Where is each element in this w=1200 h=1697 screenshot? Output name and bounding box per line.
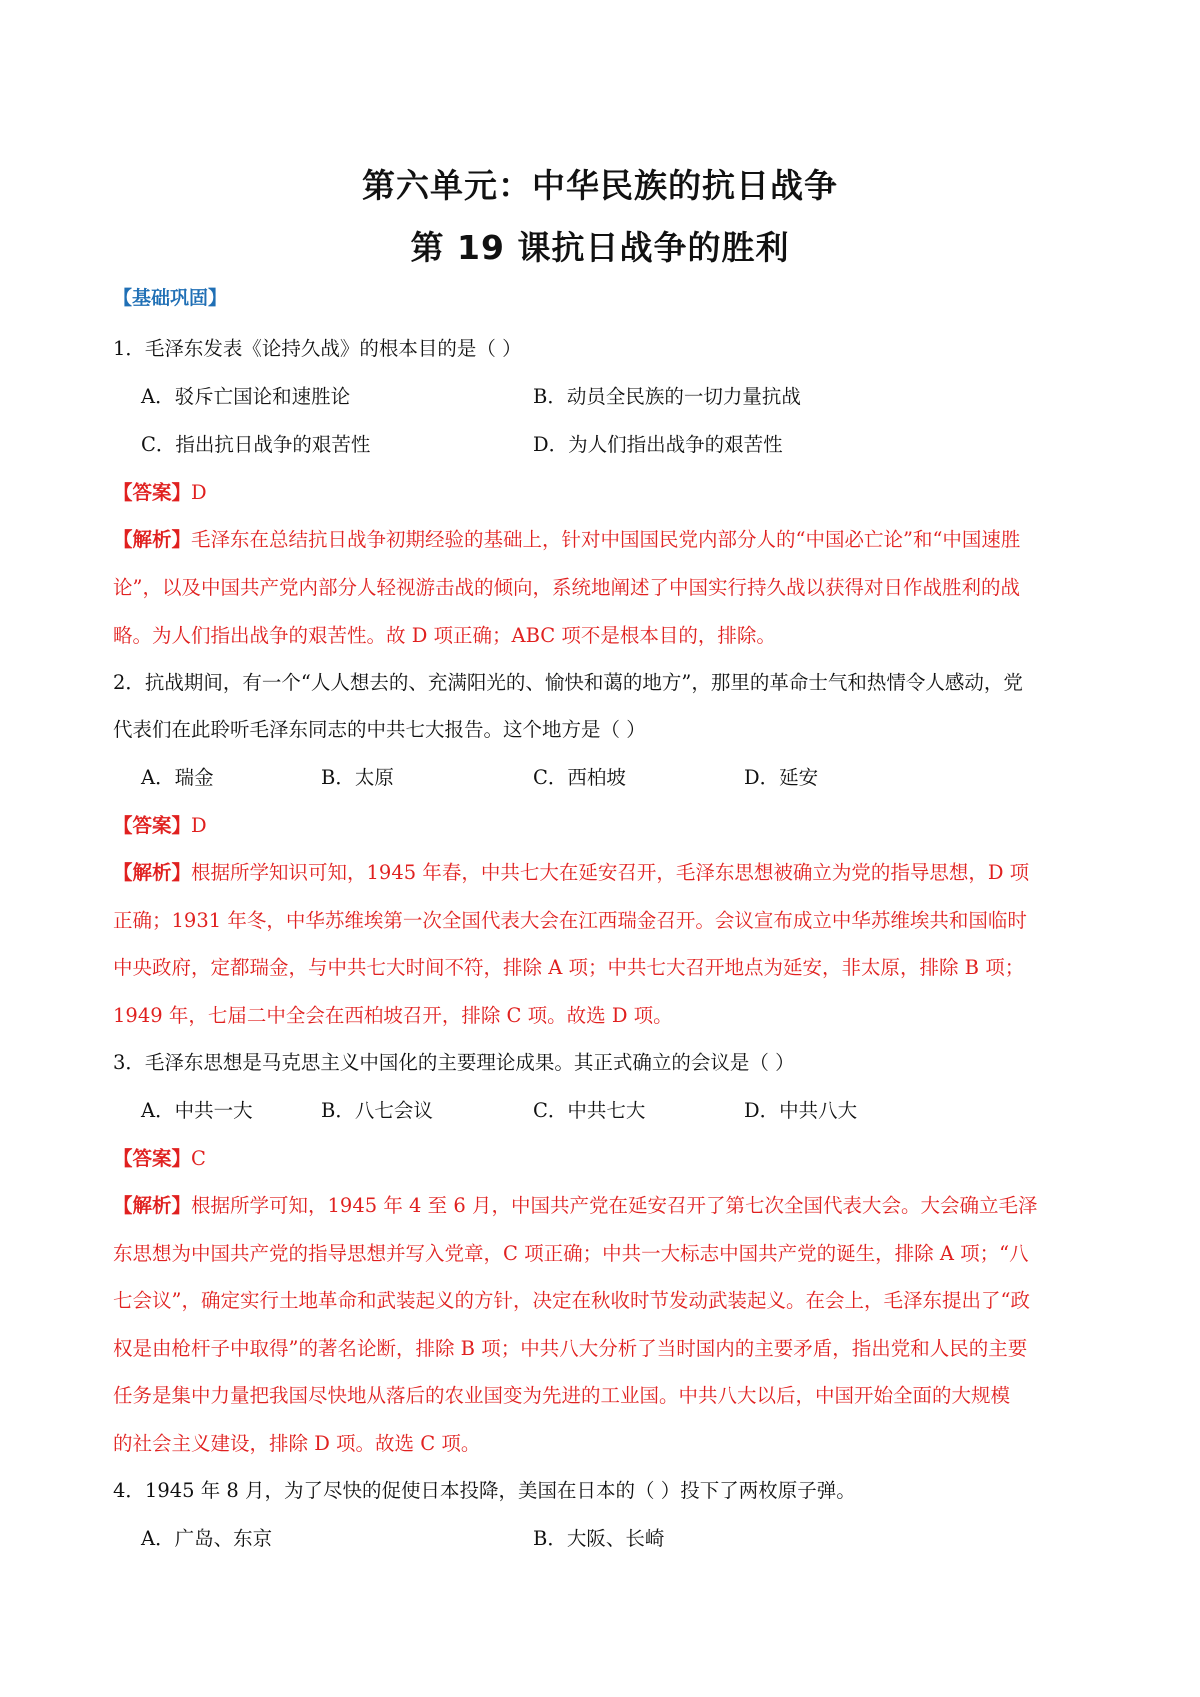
explanation-label: 【解析】 — [113, 528, 192, 551]
q2-option-c: C．西柏坡 — [533, 766, 626, 789]
answer-label: 【答案】 — [113, 1147, 192, 1170]
q3-explanation-line-3: 七会议”，确定实行土地革命和武装起义的方针，决定在秋收时节发动武装起义。在会上，毛泽东提出了“政 — [113, 1289, 1030, 1312]
q3-explanation-line-2: 东思想为中国共产党的指导思想并写入党章，C 项正确；中共一大标志中国共产党的诞生，排除 A 项；“八 — [113, 1242, 1029, 1265]
question-1-stem: 1．毛泽东发表《论持久战》的根本目的是（ ） — [113, 337, 522, 360]
q2-explanation-line-1 — [113, 857, 1029, 885]
question-3-stem: 3．毛泽东思想是马克思主义中国化的主要理论成果。其正式确立的会议是（ ） — [113, 1051, 795, 1074]
explanation-label: 【解析】 — [113, 861, 192, 884]
q2-explanation-line-3: 中央政府，定都瑞金，与中共七大时间不符，排除 A 项；中共七大召开地点为延安，非太原，排除 B 项； — [113, 956, 1025, 979]
answer-label: 【答案】 — [113, 481, 192, 504]
explanation-text: 根据所学可知，1945 年 4 至 6 月，中国共产党在延安召开了第七次全国代表大会。大会确立毛泽 — [191, 1194, 1038, 1217]
q2-answer — [113, 810, 207, 838]
q3-option-a: A．中共一大 — [141, 1099, 253, 1122]
explanation-text: 毛泽东在总结抗日战争初期经验的基础上，针对中国国民党内部分人的“中国必亡论”和“中国速胜 — [191, 528, 1021, 551]
lesson-title: 第 19 课抗日战争的胜利 — [410, 228, 790, 267]
q1-explanation-line-3: 略。为人们指出战争的艰苦性。故 D 项正确；ABC 项不是根本目的，排除。 — [113, 624, 776, 647]
q2-option-b: B．太原 — [321, 766, 394, 789]
section-heading: 【基础巩固】 — [113, 287, 228, 309]
q1-option-b: B．动员全民族的一切力量抗战 — [533, 385, 801, 408]
q3-option-b: B．八七会议 — [321, 1099, 433, 1122]
q1-answer — [113, 477, 207, 505]
q2-option-a: A．瑞金 — [141, 766, 214, 789]
q2-explanation-line-2: 正确；1931 年冬，中华苏维埃第一次全国代表大会在江西瑞金召开。会议宣布成立中华苏维埃共和国临时 — [113, 909, 1027, 932]
q3-explanation-line-1 — [113, 1190, 1037, 1218]
question-4-stem: 4．1945 年 8 月，为了尽快的促使日本投降，美国在日本的（ ）投下了两枚原子弹。 — [113, 1479, 856, 1502]
q4-option-a: A．广岛、东京 — [141, 1527, 273, 1550]
answer-value: C — [191, 1147, 206, 1170]
q1-explanation-line-1 — [113, 524, 1020, 552]
question-2-stem-line-2: 代表们在此聆听毛泽东同志的中共七大报告。这个地方是（ ） — [113, 718, 646, 741]
answer-label: 【答案】 — [113, 814, 192, 837]
q2-explanation-line-4: 1949 年，七届二中全会在西柏坡召开，排除 C 项。故选 D 项。 — [113, 1004, 673, 1027]
q2-option-d: D．延安 — [744, 766, 819, 789]
q1-explanation-line-2: 论”，以及中国共产党内部分人轻视游击战的倾向，系统地阐述了中国实行持久战以获得对日作战胜利的战 — [113, 576, 1020, 599]
q1-option-d: D．为人们指出战争的艰苦性 — [533, 433, 783, 456]
explanation-label: 【解析】 — [113, 1194, 192, 1217]
q1-option-c: C．指出抗日战争的艰苦性 — [141, 433, 371, 456]
q3-option-c: C．中共七大 — [533, 1099, 646, 1122]
q1-option-a: A．驳斥亡国论和速胜论 — [141, 385, 351, 408]
q3-explanation-line-5: 任务是集中力量把我国尽快地从落后的农业国变为先进的工业国。中共八大以后，中国开始全面的大规模 — [113, 1384, 1011, 1407]
question-2-stem-line-1: 2．抗战期间，有一个“人人想去的、充满阳光的、愉快和蔼的地方”，那里的革命士气和热情令人感动，党 — [113, 671, 1023, 694]
unit-title: 第六单元：中华民族的抗日战争 — [362, 166, 838, 205]
q3-explanation-line-6: 的社会主义建设，排除 D 项。故选 C 项。 — [113, 1432, 481, 1455]
explanation-text: 根据所学知识可知，1945 年春，中共七大在延安召开，毛泽东思想被确立为党的指导思想，D 项 — [191, 861, 1030, 884]
q3-answer — [113, 1143, 206, 1171]
q4-option-b: B．大阪、长崎 — [533, 1527, 665, 1550]
q3-explanation-line-4: 权是由枪杆子中取得”的著名论断，排除 B 项；中共八大分析了当时国内的主要矛盾，指出党和人民的主要 — [113, 1337, 1028, 1360]
answer-value: D — [191, 481, 207, 504]
answer-value: D — [191, 814, 207, 837]
q3-option-d: D．中共八大 — [744, 1099, 858, 1122]
